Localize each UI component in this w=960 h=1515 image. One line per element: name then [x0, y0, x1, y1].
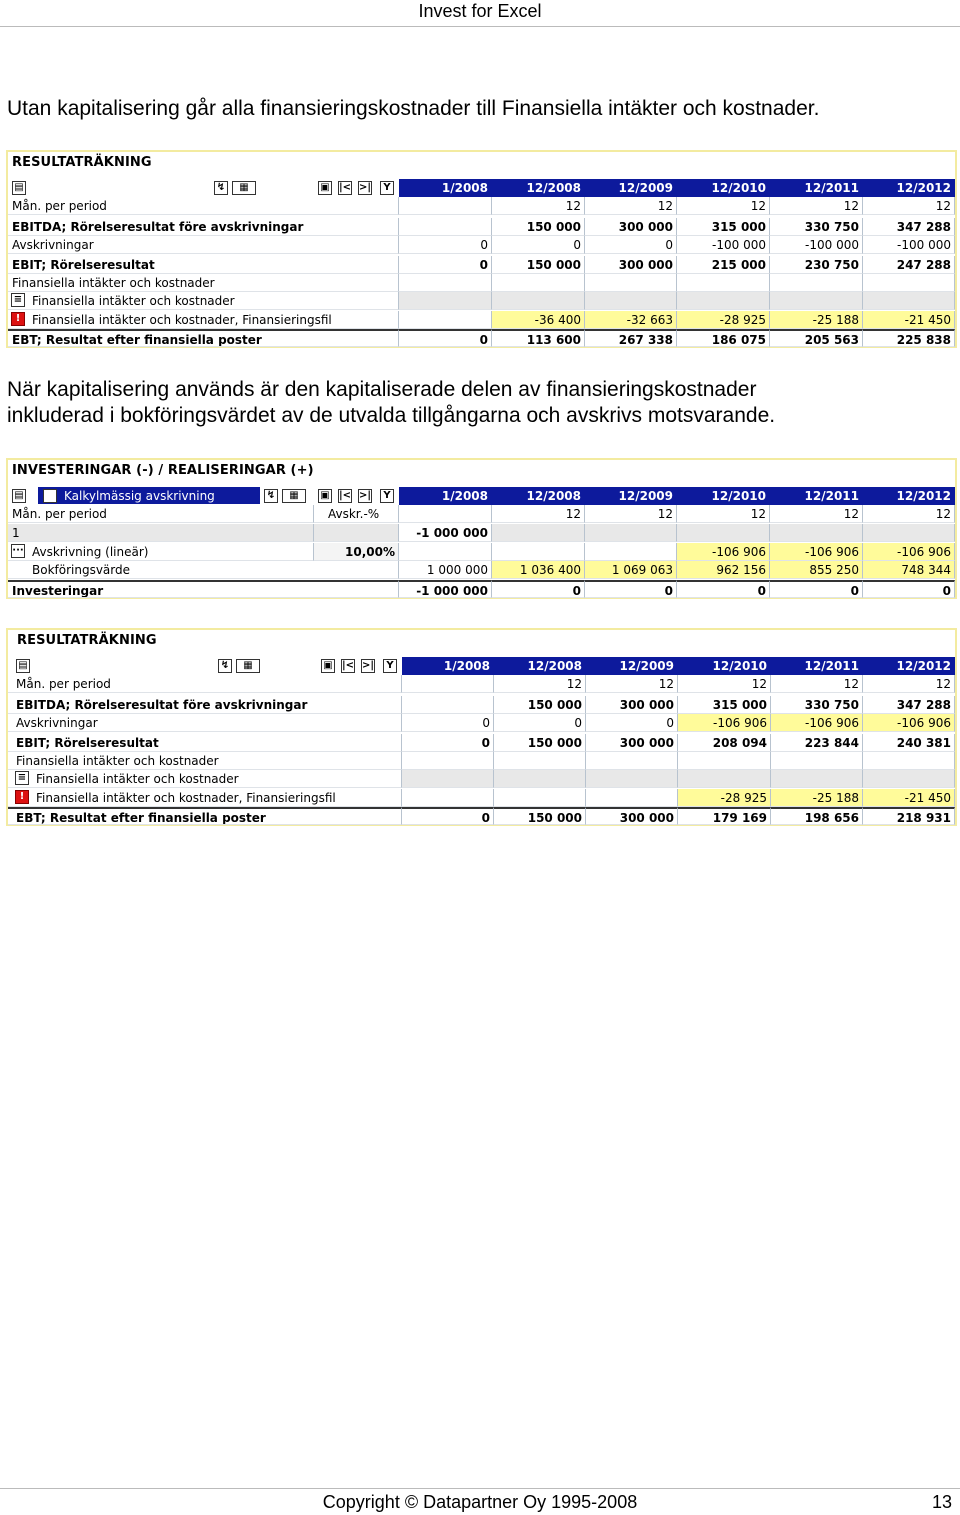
value-cell: 0	[492, 236, 585, 254]
value-cell: 215 000	[677, 256, 770, 274]
value-cell: 198 656	[771, 807, 863, 825]
value-cell: -36 400	[492, 311, 585, 329]
table-row	[8, 543, 955, 561]
intro-text-2-line-2: inkluderad i bokföringsvärdet av de utvalda tillgångarna och avskrivs motsvarande.	[7, 404, 776, 427]
value-cell: 247 288	[863, 256, 955, 274]
value-cell	[585, 292, 677, 310]
column-header: 12/2010	[677, 179, 770, 197]
value-cell[interactable]: 12	[492, 197, 585, 215]
value-cell[interactable]: 12	[770, 197, 863, 215]
value-cell: 0	[585, 236, 677, 254]
value-cell: 150 000	[494, 696, 586, 714]
value-cell	[863, 770, 955, 788]
income-statement-table-2	[6, 628, 957, 826]
value-cell: 0	[402, 714, 494, 732]
value-cell	[399, 218, 492, 236]
value-cell: 0	[677, 580, 770, 598]
value-cell	[770, 274, 863, 292]
column-header: 12/2009	[585, 179, 677, 197]
value-cell: -32 663	[585, 311, 677, 329]
row-label: Investeringar	[8, 580, 399, 598]
column-header: 12/2012	[863, 179, 955, 197]
value-cell	[678, 752, 771, 770]
column-header-row	[8, 179, 955, 197]
row-label: Avskrivningar	[8, 236, 399, 254]
column-header: 1/2008	[399, 179, 492, 197]
value-cell	[399, 274, 492, 292]
column-header-row	[8, 657, 955, 675]
filter-icon[interactable]: Y	[380, 489, 394, 503]
filter-icon[interactable]: Y	[383, 659, 397, 673]
table-row	[8, 329, 955, 347]
value-cell	[494, 770, 586, 788]
value-cell: 12	[863, 505, 955, 523]
grid-icon[interactable]: ▣	[321, 659, 335, 673]
row-label	[8, 311, 399, 329]
value-cell	[863, 274, 955, 292]
row-label: EBIT; Rörelseresultat	[8, 256, 399, 274]
value-cell: 330 750	[771, 696, 863, 714]
value-cell: -106 906	[770, 543, 863, 561]
value-cell: 0	[399, 256, 492, 274]
column-header: 12/2008	[492, 179, 585, 197]
investments-table	[6, 458, 957, 599]
copyright-text: Copyright © Datapartner Oy 1995-2008	[322, 1492, 638, 1512]
value-cell	[494, 789, 586, 807]
value-cell[interactable]: 12	[771, 675, 863, 693]
value-cell: 240 381	[863, 734, 955, 752]
row-label: Mån. per period	[8, 505, 314, 523]
table-row	[8, 580, 955, 598]
value-cell: 1 036 400	[492, 561, 585, 579]
row-label	[8, 543, 314, 561]
value-cell	[586, 770, 678, 788]
value-cell: 12	[585, 505, 677, 523]
value-cell: 12	[677, 505, 770, 523]
value-cell: -100 000	[677, 236, 770, 254]
column-header: 12/2009	[586, 657, 678, 675]
value-cell: -21 450	[863, 789, 955, 807]
warning-icon[interactable]: !	[11, 312, 25, 326]
last-period-icon[interactable]: >|	[362, 660, 375, 671]
value-cell: 150 000	[494, 807, 586, 825]
list-icon[interactable]: ≡	[11, 293, 25, 307]
first-period-icon[interactable]: |<	[339, 182, 352, 193]
row-label: EBT; Resultat efter finansiella poster	[8, 329, 399, 347]
income-statement-table-1	[6, 150, 957, 348]
value-cell: 347 288	[863, 218, 955, 236]
table-row	[8, 561, 955, 579]
value-cell	[585, 524, 677, 542]
filter-icon[interactable]: Y	[380, 181, 394, 195]
value-cell	[678, 770, 771, 788]
value-cell	[770, 292, 863, 310]
value-cell	[492, 292, 585, 310]
value-cell	[402, 696, 494, 714]
grid-icon[interactable]: ▣	[318, 181, 332, 195]
value-cell[interactable]	[402, 675, 494, 693]
row-label: Bokföringsvärde	[8, 561, 399, 579]
column-header: 12/2010	[677, 487, 770, 505]
column-header: 12/2008	[492, 487, 585, 505]
intro-paragraph-1	[7, 96, 952, 122]
value-cell: 12	[492, 505, 585, 523]
intro-paragraph-2	[7, 377, 952, 429]
value-cell	[585, 274, 677, 292]
value-cell[interactable]: 12	[677, 197, 770, 215]
table-row	[8, 292, 955, 310]
value-cell: 267 338	[585, 329, 677, 347]
value-cell: -106 906	[678, 714, 771, 732]
row-label-text: Finansiella intäkter och kostnader	[36, 772, 239, 786]
table-title: RESULTATRÄKNING	[17, 633, 157, 648]
row-label	[8, 770, 402, 788]
value-cell[interactable]: -1 000 000	[399, 524, 492, 542]
value-cell[interactable]: 12	[678, 675, 771, 693]
table-row	[8, 807, 955, 825]
value-cell	[863, 292, 955, 310]
value-cell: 208 094	[678, 734, 771, 752]
value-cell: -25 188	[771, 789, 863, 807]
table-row	[8, 311, 955, 329]
value-cell: -21 450	[863, 311, 955, 329]
value-cell: 0	[586, 714, 678, 732]
value-cell	[402, 770, 494, 788]
intro-text-1: Utan kapitalisering går alla finansieringskostnader till Finansiella intäkter och kostnader.	[7, 97, 820, 120]
value-cell	[586, 789, 678, 807]
value-cell: -106 906	[863, 543, 955, 561]
row-label: EBITDA; Rörelseresultat före avskrivningar	[8, 218, 399, 236]
value-cell[interactable]: 12	[586, 675, 678, 693]
value-cell: 330 750	[770, 218, 863, 236]
row-label: Mån. per period	[8, 197, 399, 215]
value-cell: 300 000	[585, 256, 677, 274]
table-row	[8, 734, 955, 752]
value-cell	[399, 311, 492, 329]
value-cell: 205 563	[770, 329, 863, 347]
value-cell: 347 288	[863, 696, 955, 714]
sheet-menu-icon[interactable]: ▤	[12, 489, 26, 503]
row-label-text: Avskrivning (lineär)	[32, 545, 149, 559]
value-cell[interactable]	[399, 197, 492, 215]
table-row	[8, 505, 955, 523]
sheet-menu-icon[interactable]: ▤	[16, 659, 30, 673]
value-cell: 150 000	[494, 734, 586, 752]
table-title: INVESTERINGAR (-) / REALISERINGAR (+)	[12, 463, 314, 478]
value-cell	[677, 274, 770, 292]
table-row	[8, 274, 955, 292]
column-header: 12/2011	[770, 487, 863, 505]
value-cell: -100 000	[770, 236, 863, 254]
row-label	[8, 789, 402, 807]
intro-text-2-line-1: När kapitalisering används är den kapitaliserade delen av finansieringskostnader	[7, 378, 757, 401]
value-cell: -1 000 000	[399, 580, 492, 598]
value-cell: 218 931	[863, 807, 955, 825]
value-cell: 0	[585, 580, 677, 598]
report-icon[interactable]: ▦	[282, 489, 306, 503]
value-cell	[586, 752, 678, 770]
value-cell	[771, 770, 863, 788]
value-cell: 0	[494, 714, 586, 732]
value-cell: -25 188	[770, 311, 863, 329]
value-cell: 300 000	[586, 696, 678, 714]
table-row	[8, 236, 955, 254]
first-period-icon[interactable]: |<	[339, 490, 352, 501]
value-cell	[492, 543, 585, 561]
pct-cell	[314, 524, 399, 542]
column-header: 12/2012	[863, 657, 955, 675]
column-header-row	[8, 487, 955, 505]
value-cell: 855 250	[770, 561, 863, 579]
value-cell[interactable]: 12	[863, 675, 955, 693]
value-cell: 1 069 063	[585, 561, 677, 579]
row-label: Avskrivningar	[8, 714, 402, 732]
table-row	[8, 197, 955, 215]
calc-depreciation-toggle[interactable]	[38, 487, 260, 505]
value-cell: 0	[399, 329, 492, 347]
toolbar	[8, 657, 402, 675]
row-label: Finansiella intäkter och kostnader	[8, 274, 399, 292]
column-header: 1/2008	[402, 657, 494, 675]
value-cell: 223 844	[771, 734, 863, 752]
value-cell	[399, 292, 492, 310]
list-icon[interactable]: ≡	[15, 771, 29, 785]
grid-icon[interactable]: ▣	[318, 489, 332, 503]
avskr-header: Avskr.-%	[314, 505, 399, 523]
sheet-menu-icon[interactable]: ▤	[12, 181, 26, 195]
value-cell: 179 169	[678, 807, 771, 825]
row-label	[8, 292, 399, 310]
first-period-icon[interactable]: |<	[342, 660, 355, 671]
value-cell: 0	[402, 807, 494, 825]
table-row	[8, 752, 955, 770]
row-label: EBITDA; Rörelseresultat före avskrivningar	[8, 696, 402, 714]
page-number: 13	[931, 1492, 952, 1512]
column-header: 12/2011	[771, 657, 863, 675]
value-cell: 225 838	[863, 329, 955, 347]
value-cell: -106 906	[677, 543, 770, 561]
toolbar	[8, 179, 399, 197]
value-cell	[771, 752, 863, 770]
value-cell: 230 750	[770, 256, 863, 274]
table-row	[8, 770, 955, 788]
value-cell: 0	[863, 580, 955, 598]
value-cell: -28 925	[678, 789, 771, 807]
value-cell: 12	[770, 505, 863, 523]
value-cell	[492, 274, 585, 292]
value-cell: 962 156	[677, 561, 770, 579]
table-row	[8, 696, 955, 714]
value-cell: 0	[399, 236, 492, 254]
column-header: 12/2012	[863, 487, 955, 505]
value-cell	[402, 789, 494, 807]
value-cell: 300 000	[586, 807, 678, 825]
table-row	[8, 714, 955, 732]
value-cell	[402, 752, 494, 770]
column-header: 12/2009	[585, 487, 677, 505]
row-label-text: Finansiella intäkter och kostnader	[32, 294, 235, 308]
value-cell: 0	[402, 734, 494, 752]
value-cell[interactable]: 12	[585, 197, 677, 215]
row-label-text: Finansiella intäkter och kostnader, Finansieringsfil	[32, 313, 332, 327]
value-cell	[399, 543, 492, 561]
value-cell: 150 000	[492, 256, 585, 274]
value-cell	[677, 524, 770, 542]
column-header: 12/2008	[494, 657, 586, 675]
row-label[interactable]: 1	[8, 524, 314, 542]
value-cell: 150 000	[492, 218, 585, 236]
column-header: 1/2008	[399, 487, 492, 505]
page-header	[0, 0, 960, 27]
value-cell: 1 000 000	[399, 561, 492, 579]
toolbar	[8, 487, 399, 505]
table-row	[8, 675, 955, 693]
header-title: Invest for Excel	[418, 1, 542, 21]
value-cell[interactable]: 12	[494, 675, 586, 693]
value-cell	[585, 543, 677, 561]
last-period-icon[interactable]: >|	[359, 182, 372, 193]
table-row	[8, 789, 955, 807]
page-footer	[0, 1488, 960, 1515]
row-label: Finansiella intäkter och kostnader	[8, 752, 402, 770]
value-cell[interactable]: 12	[863, 197, 955, 215]
column-header: 12/2011	[770, 179, 863, 197]
table-row	[8, 218, 955, 236]
warning-icon[interactable]: !	[15, 790, 29, 804]
table-row	[8, 524, 955, 542]
value-cell	[492, 524, 585, 542]
value-cell: 315 000	[677, 218, 770, 236]
value-cell: 315 000	[678, 696, 771, 714]
value-cell: 0	[492, 580, 585, 598]
row-label: EBIT; Rörelseresultat	[8, 734, 402, 752]
sort-icon[interactable]: ↯	[218, 659, 232, 673]
last-period-icon[interactable]: >|	[359, 490, 372, 501]
column-header: 12/2010	[678, 657, 771, 675]
value-cell	[863, 524, 955, 542]
value-cell	[677, 292, 770, 310]
sort-icon[interactable]: ↯	[214, 181, 228, 195]
value-cell: 748 344	[863, 561, 955, 579]
value-cell	[863, 752, 955, 770]
value-cell: 0	[770, 580, 863, 598]
value-cell	[399, 505, 492, 523]
value-cell: -28 925	[677, 311, 770, 329]
value-cell	[494, 752, 586, 770]
value-cell: 113 600	[492, 329, 585, 347]
checkbox[interactable]	[43, 489, 57, 503]
value-cell: -106 906	[771, 714, 863, 732]
table-row	[8, 256, 955, 274]
value-cell: 300 000	[586, 734, 678, 752]
value-cell: -100 000	[863, 236, 955, 254]
value-cell: -106 906	[863, 714, 955, 732]
sort-icon[interactable]: ↯	[264, 489, 278, 503]
value-cell: 186 075	[677, 329, 770, 347]
row-label-text: Finansiella intäkter och kostnader, Finansieringsfil	[36, 791, 336, 805]
value-cell: 300 000	[585, 218, 677, 236]
checkbox-label: Kalkylmässig avskrivning	[64, 489, 215, 503]
value-cell	[770, 524, 863, 542]
table-title: RESULTATRÄKNING	[12, 155, 152, 170]
report-icon[interactable]: ▦	[236, 659, 260, 673]
row-label: EBT; Resultat efter finansiella poster	[8, 807, 402, 825]
depreciation-pct-input[interactable]: 10,00%	[314, 543, 399, 561]
row-label: Mån. per period	[8, 675, 402, 693]
report-icon[interactable]: ▦	[232, 181, 256, 195]
more-icon[interactable]: ···	[12, 545, 24, 556]
